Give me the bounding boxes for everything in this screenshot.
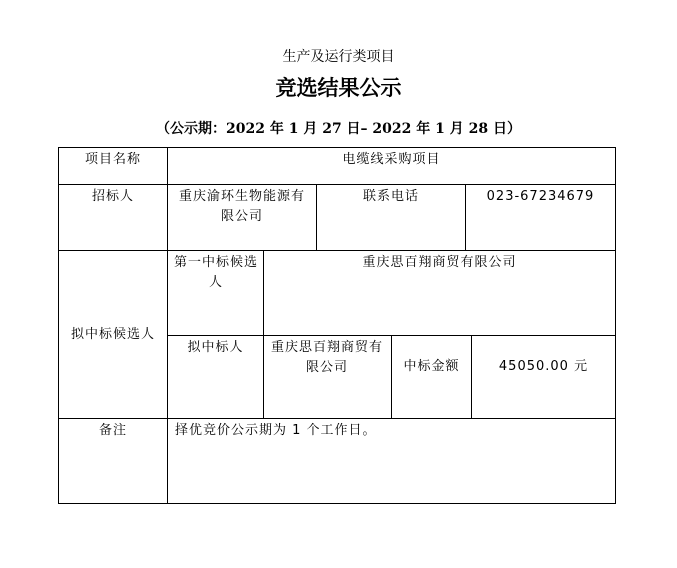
bid-amount-value: 45050.00 元 xyxy=(498,359,589,374)
contact-phone-value: 023-67234679 xyxy=(486,189,595,204)
tenderer-value: 重庆渝环生物能源有限公司 xyxy=(178,189,305,224)
project-name-label: 项目名称 xyxy=(84,152,141,167)
proposed-winner-value: 重庆思百翔商贸有限公司 xyxy=(270,340,383,375)
publicity-period: （公示期：2022 年 1 月 27 日– 2022 年 1 月 28 日） xyxy=(156,121,521,137)
proposed-candidate-label: 拟中标候选人 xyxy=(70,326,155,342)
remarks-label: 备注 xyxy=(98,423,127,438)
first-candidate-value: 重庆思百翔商贸有限公司 xyxy=(362,255,517,270)
project-name-value: 电缆线采购项目 xyxy=(342,152,441,167)
notice-title: 竞选结果公示 xyxy=(275,75,402,100)
tenderer-label: 招标人 xyxy=(91,189,134,204)
remarks-value: 择优竞价公示期为 1 个工作日。 xyxy=(175,423,377,438)
notice-subtitle: 生产及运行类项目 xyxy=(282,49,395,65)
contact-phone-label: 联系电话 xyxy=(362,189,419,204)
proposed-winner-label: 拟中标人 xyxy=(187,340,244,355)
first-candidate-label: 第一中标候选人 xyxy=(173,255,258,290)
bid-amount-label: 中标金额 xyxy=(403,359,460,374)
